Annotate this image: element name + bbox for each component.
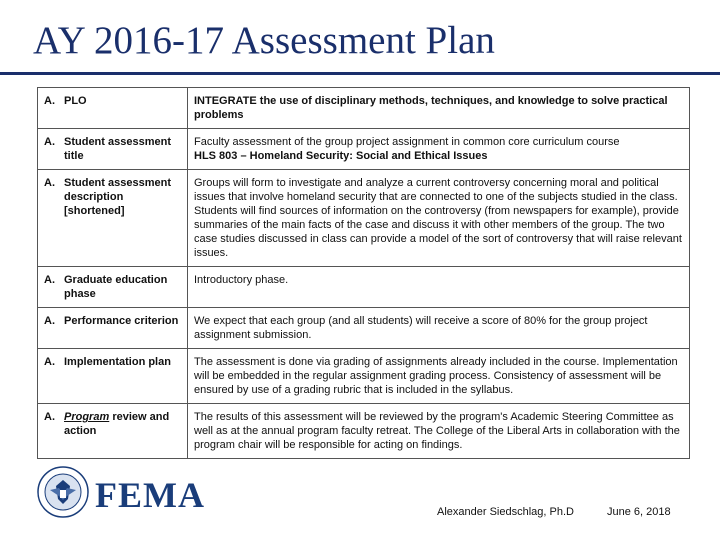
row-value: The results of this assessment will be reviewed by the program's Academic Steering Committee as well as at the annual program faculty retreat. The College of the Liberal Arts in collaboration with the program chair will be responsible for acting on findings.: [188, 404, 690, 459]
row-label: A. Performance criterion: [38, 308, 188, 349]
table-row: [38, 404, 690, 459]
footer: [37, 462, 685, 532]
author-name: Alexander Siedschlag, Ph.D: [437, 506, 574, 518]
row-value: We expect that each group (and all students) will receive a score of 80% for the group project assignment submission.: [188, 308, 690, 349]
title-divider: [0, 72, 720, 75]
page-title: AY 2016-17 Assessment Plan: [33, 19, 495, 62]
footer-date: June 6, 2018: [607, 506, 671, 518]
assessment-table: [37, 87, 690, 459]
row-value: The assessment is done via grading of assignments already included in the course. Implementation will be embedded in the regular assignment grading process. Consistency of assessment will be ensured by use of a grading rubric that is included in the syllabus.: [188, 349, 690, 404]
table-row: [38, 349, 690, 404]
row-label: A. Implementation plan: [38, 349, 188, 404]
row-label: A. Program review and action: [38, 404, 188, 459]
row-value: Faculty assessment of the group project assignment in common core curriculum course HLS 803 – Homeland Security: Social and Ethical Issues: [188, 129, 690, 170]
row-value: INTEGRATE the use of disciplinary methods, techniques, and knowledge to solve practical problems: [188, 88, 690, 129]
table-row: [38, 170, 690, 267]
row-label: A. Student assessment title: [38, 129, 188, 170]
table-row: [38, 308, 690, 349]
row-label: A. Student assessment description [shortened]: [38, 170, 188, 267]
row-label: A. PLO: [38, 88, 188, 129]
row-value: Introductory phase.: [188, 267, 690, 308]
table-row: [38, 267, 690, 308]
table-row: [38, 88, 690, 129]
row-value: Groups will form to investigate and analyze a current controversy concerning moral and political issues that involve homeland security that are connected to one of the subjects studied in the class. Students will find sources of information on the controversy (from newspapers for example), provide summaries of the main facts of the case and discuss it with other members of the group. The two case studies discussed in class can provide a model of the sort of controversy that will raise relevant issues.: [188, 170, 690, 267]
table-row: [38, 129, 690, 170]
fema-logo: FEMA: [95, 475, 205, 515]
row-label: A. Graduate education phase: [38, 267, 188, 308]
dhs-seal-icon: [37, 466, 89, 518]
